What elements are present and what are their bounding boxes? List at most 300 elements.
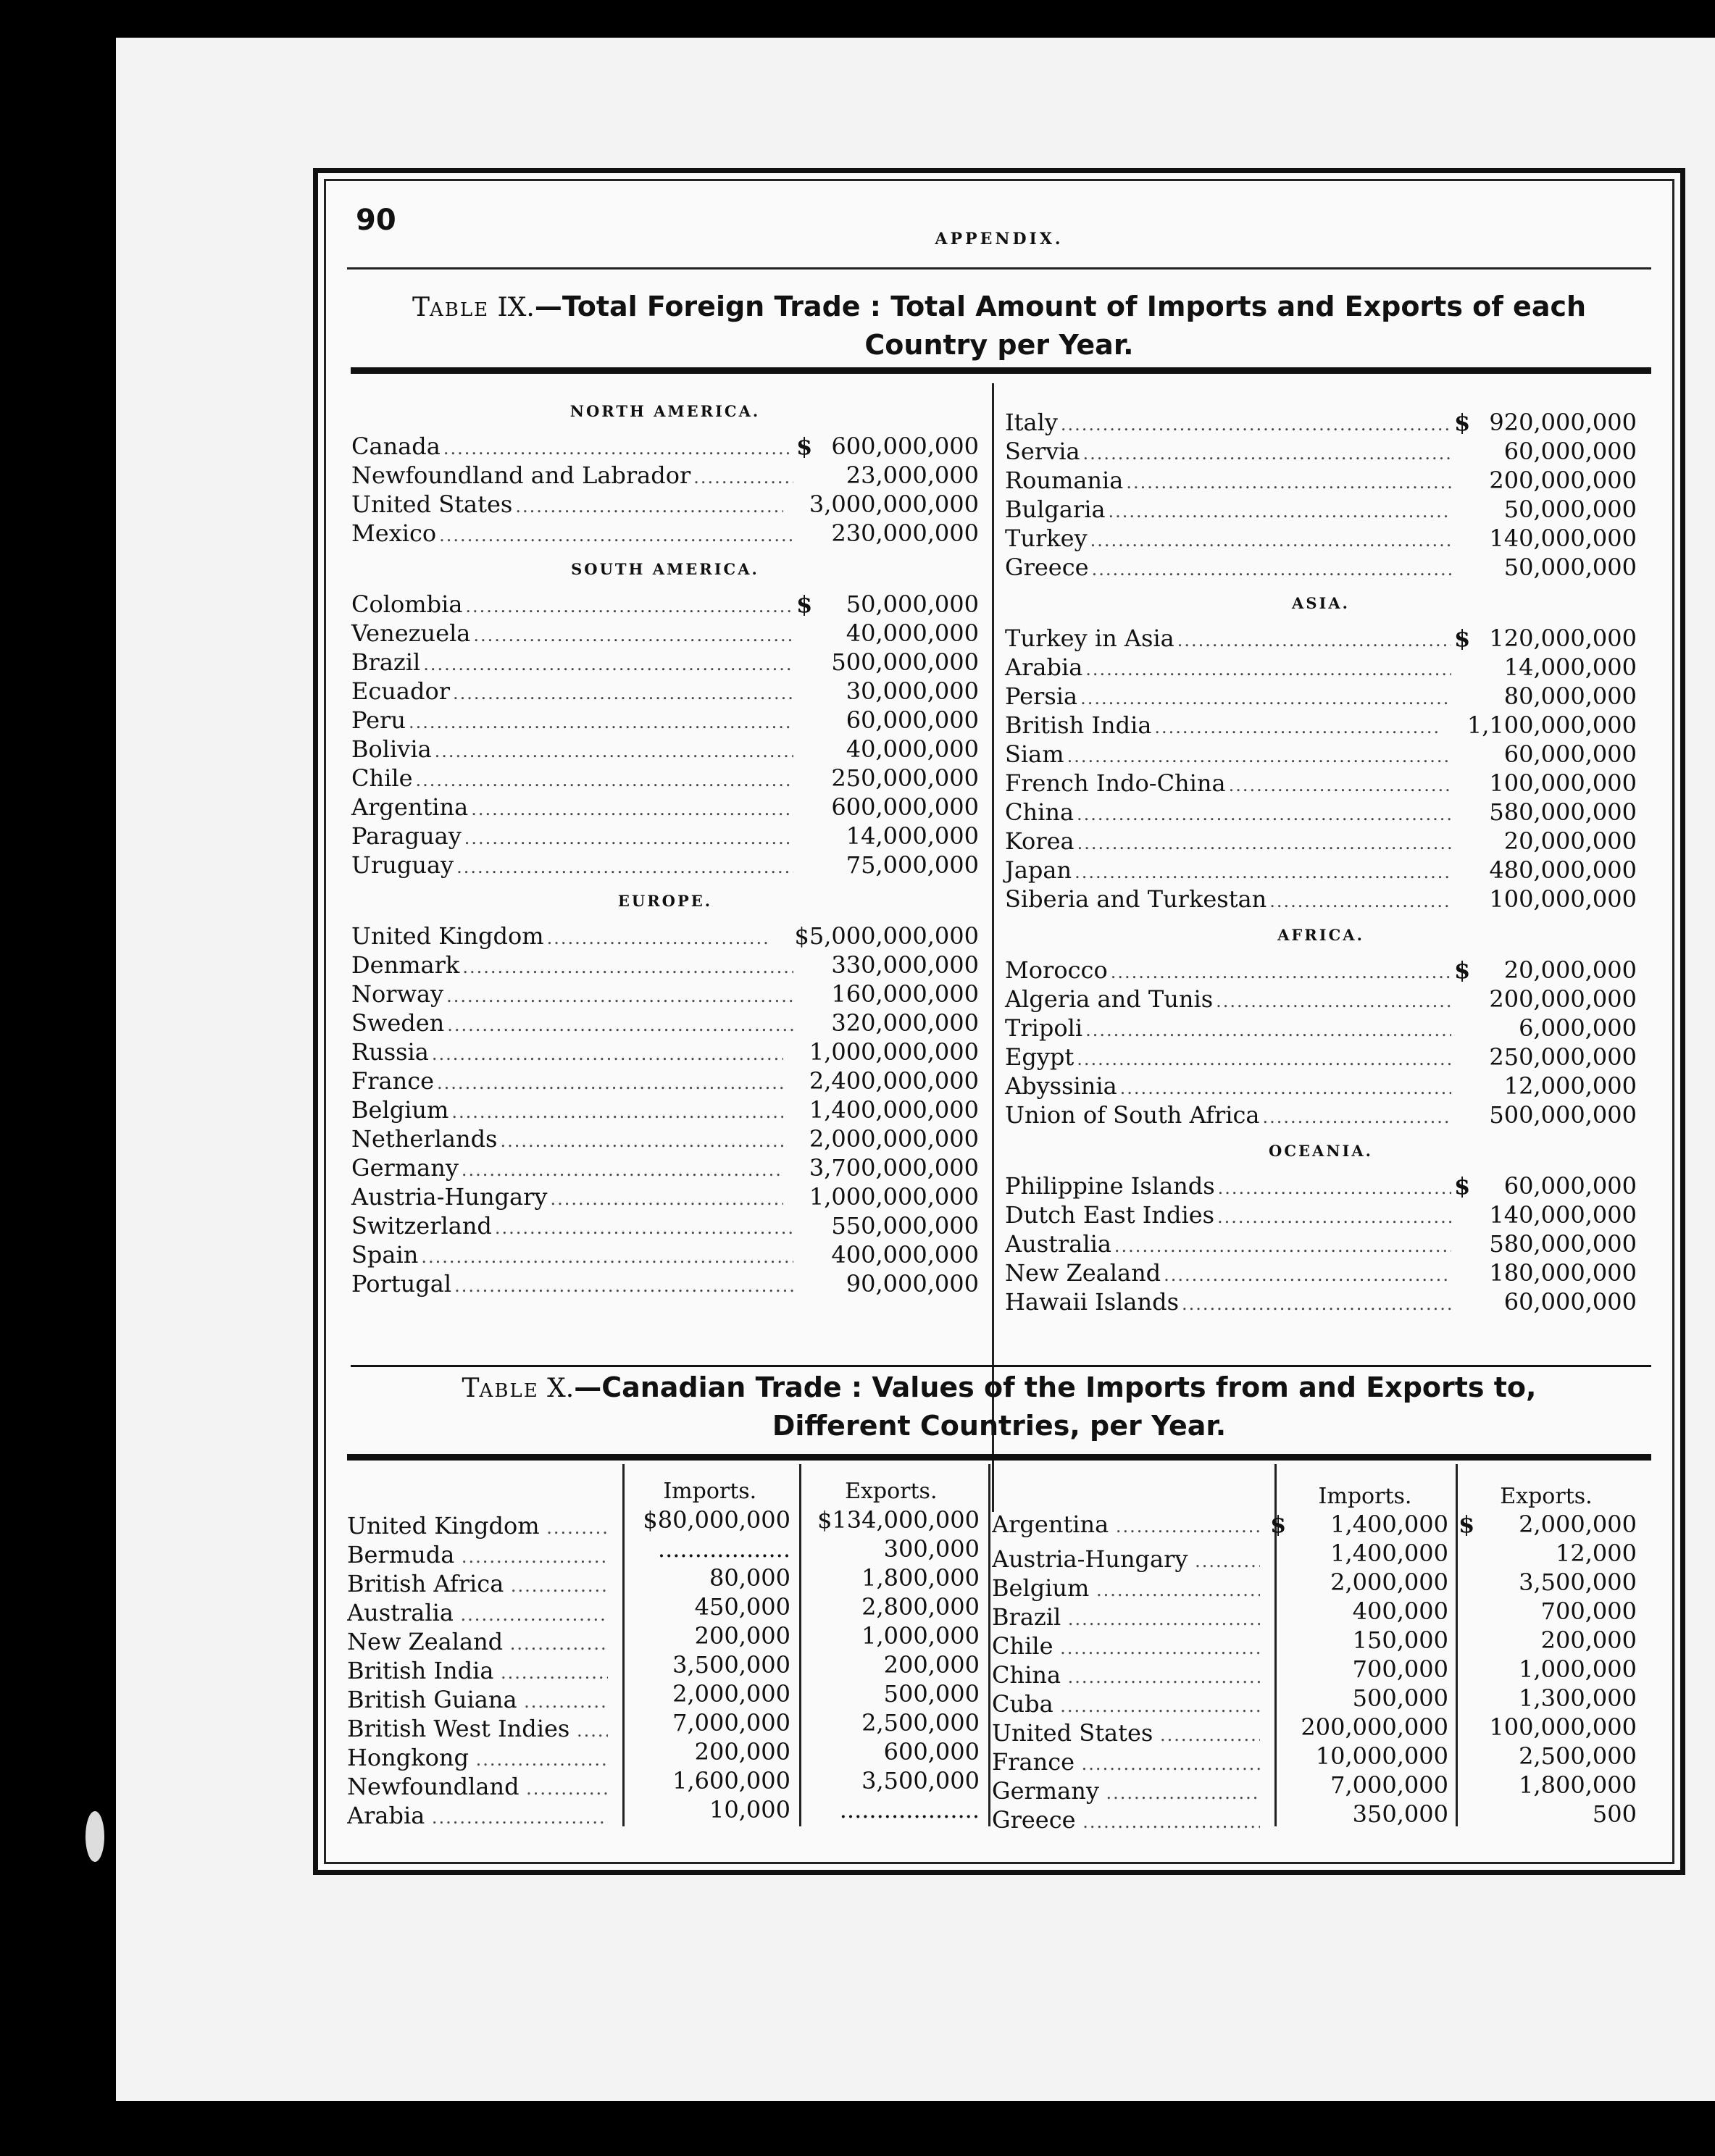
table-ix-title-line2: Country per Year.: [864, 329, 1134, 361]
leader-dots: [447, 1015, 793, 1035]
country-name: Bulgaria: [1005, 496, 1106, 523]
country-name: [347, 1715, 608, 1742]
imports-cell: [608, 1738, 790, 1766]
country-name: Uruguay: [351, 851, 454, 879]
table-row: [351, 793, 979, 822]
table-row: [351, 619, 979, 648]
exports-cell: [790, 1796, 980, 1823]
table-row: [351, 764, 979, 793]
table-row: [1005, 553, 1637, 582]
trade-value: 600,000,000: [831, 793, 979, 821]
table-x-title-line2: Different Countries, per Year.: [772, 1410, 1227, 1442]
trade-value: 120,000,000: [1489, 624, 1637, 652]
country-name: Arabia: [1005, 653, 1083, 681]
table-row: [351, 433, 979, 461]
leader-dots: [462, 1160, 783, 1180]
imports-cell: [1260, 1511, 1448, 1538]
trade-value: 500,000,000: [831, 648, 979, 676]
imports-value: 200,000: [694, 1622, 790, 1650]
table-row: [347, 1796, 985, 1829]
country-name: Belgium: [351, 1096, 449, 1124]
table-row: [351, 980, 979, 1009]
imports-value: 10,000: [709, 1796, 790, 1823]
table-row: [351, 1125, 979, 1154]
country-name: United States: [351, 490, 513, 518]
trade-value: 60,000,000: [1503, 740, 1637, 768]
country-name: [347, 1541, 608, 1568]
leader-dots: [464, 828, 793, 848]
country-name: Argentina: [351, 793, 469, 821]
trade-value: 250,000,000: [1489, 1043, 1637, 1071]
exports-header-right: Exports.: [1500, 1484, 1593, 1509]
leader-dots: [1083, 443, 1451, 464]
trade-value: 500,000,000: [1489, 1101, 1637, 1129]
exports-value: 1,000,000: [861, 1622, 980, 1650]
country-name: Dutch East Indies: [1005, 1201, 1215, 1229]
trade-value: 50,000,000: [1503, 553, 1637, 581]
table-row: [1005, 1014, 1637, 1043]
leader-dots: [1077, 804, 1451, 824]
country-name: [992, 1748, 1260, 1776]
page-border: [313, 168, 1685, 1875]
leader-dots: [1061, 414, 1451, 435]
trade-value: 180,000,000: [1489, 1259, 1637, 1287]
trade-value: 50,000,000: [1503, 496, 1637, 523]
table-row: [347, 1651, 985, 1684]
country-name: [992, 1777, 1260, 1805]
table-row: [347, 1564, 985, 1597]
table-x-left-header: [347, 1466, 985, 1504]
trade-value: 20,000,000: [1503, 956, 1637, 984]
table-row: [1005, 409, 1637, 438]
table-row: [1005, 1201, 1637, 1230]
country-name: France: [351, 1067, 435, 1095]
exports-cell: [1448, 1742, 1637, 1770]
trade-value: 30,000,000: [846, 677, 979, 705]
trade-value: 140,000,000: [1489, 525, 1637, 552]
table-x-label: TABLE X.: [462, 1374, 575, 1403]
imports-cell: [1260, 1742, 1448, 1770]
country-name: [347, 1657, 608, 1684]
table-ix-label: TABLE IX.: [412, 293, 535, 322]
table-row: [1005, 682, 1637, 711]
table-row: [1005, 956, 1637, 985]
leader-dots: [1177, 630, 1451, 651]
exports-cell: [1448, 1771, 1637, 1799]
country-name: Union of South Africa: [1005, 1101, 1260, 1129]
exports-value: ...................: [839, 1796, 980, 1823]
leader-dots: [1216, 991, 1451, 1011]
country-name-text: British West Indies: [347, 1715, 570, 1742]
country-name: Persia: [1005, 682, 1078, 710]
exports-value: 1,300,000: [1519, 1684, 1637, 1712]
table-ix-title-line1: TABLE IX.—Total Foreign Trade : Total Amount of Imports and Exports of each: [412, 291, 1587, 322]
country-name: [347, 1570, 608, 1597]
country-name: Turkey in Asia: [1005, 624, 1174, 652]
country-name: Japan: [1005, 856, 1072, 884]
country-name: Ecuador: [351, 677, 451, 705]
country-name-text: France: [992, 1748, 1075, 1776]
imports-value: 150,000: [1352, 1626, 1448, 1654]
exports-value: 200,000: [883, 1651, 980, 1679]
exports-value: 3,500,000: [861, 1767, 980, 1794]
scan-speck: [85, 1811, 104, 1862]
imports-cell: [608, 1564, 790, 1592]
currency-sign: $: [1270, 1511, 1287, 1538]
table-x-title-line1: TABLE X.—Canadian Trade : Values of the Imports from and Exports to,: [462, 1371, 1537, 1403]
country-name: Mexico: [351, 519, 437, 547]
exports-cell: [1448, 1568, 1637, 1596]
table-row: [992, 1539, 1637, 1573]
exports-cell: [790, 1593, 980, 1621]
table-row: [351, 519, 979, 548]
imports-value: 2,000,000: [1330, 1568, 1448, 1596]
table-row: [351, 1183, 979, 1212]
trade-value: 6,000,000: [1519, 1014, 1637, 1042]
page-number: 90: [356, 204, 396, 237]
table-ix-title: [347, 289, 1651, 362]
currency-sign: $: [1454, 409, 1471, 436]
imports-cell: [608, 1709, 790, 1737]
table-row: [351, 1067, 979, 1096]
exports-cell: [790, 1738, 980, 1766]
region-heading: OCEANIA.: [1269, 1142, 1373, 1160]
leader-dots: [432, 1044, 783, 1064]
imports-cell: [608, 1593, 790, 1621]
leader-dots: [1077, 1049, 1451, 1069]
trade-value: 2,000,000,000: [809, 1125, 979, 1153]
country-name: Newfoundland and Labrador: [351, 461, 691, 489]
table-x-rule: [347, 1454, 1651, 1461]
country-name: [347, 1744, 608, 1771]
leader-dots: [1126, 472, 1451, 493]
country-name: Morocco: [1005, 956, 1108, 984]
leader-dots: [462, 957, 793, 977]
trade-value: 140,000,000: [1489, 1201, 1637, 1229]
trade-value: 550,000,000: [831, 1212, 979, 1240]
country-name: [992, 1719, 1260, 1747]
table-row: [347, 1506, 985, 1539]
table-ix-rule: [351, 367, 1651, 374]
country-name: [992, 1603, 1260, 1631]
imports-cell: [1260, 1626, 1448, 1654]
currency-sign: $: [1454, 956, 1471, 984]
table-x-left-rows: [347, 1506, 985, 1829]
country-name: China: [1005, 798, 1075, 826]
leader-dots: [1154, 717, 1441, 738]
table-row: [351, 951, 979, 980]
trade-value: 230,000,000: [831, 519, 979, 547]
table-row: [1005, 711, 1637, 740]
table-row: [351, 1241, 979, 1270]
table-row: [351, 706, 979, 735]
table-row: [351, 1096, 979, 1125]
country-name: [992, 1511, 1260, 1538]
leader-dots: [409, 712, 793, 732]
table-row: [351, 677, 979, 706]
country-name: Colombia: [351, 590, 463, 618]
leader-dots: [473, 625, 793, 645]
country-name-text: Greece: [992, 1806, 1076, 1834]
trade-value: 14,000,000: [1503, 653, 1637, 681]
table-row: [1005, 769, 1637, 798]
table-row: [1005, 798, 1637, 827]
country-name: [992, 1574, 1260, 1602]
table-row: [351, 1154, 979, 1183]
country-name: Greece: [1005, 553, 1089, 581]
leader-dots: [446, 986, 793, 1006]
exports-value: 2,500,000: [1519, 1742, 1637, 1770]
trade-value: 320,000,000: [831, 1009, 979, 1037]
trade-value: 160,000,000: [831, 980, 979, 1008]
exports-cell: [1448, 1626, 1637, 1654]
exports-value: 2,500,000: [861, 1709, 980, 1737]
table-row: [351, 735, 979, 764]
imports-value: 1,600,000: [672, 1767, 790, 1794]
imports-cell: [1260, 1597, 1448, 1625]
country-name: Egypt: [1005, 1043, 1075, 1071]
country-name: British India: [1005, 711, 1152, 739]
trade-value: 60,000,000: [1503, 1288, 1637, 1316]
country-name: [347, 1686, 608, 1713]
leader-dots: [1229, 775, 1451, 795]
imports-cell: [1260, 1568, 1448, 1596]
exports-value: 1,800,000: [1519, 1771, 1637, 1799]
country-name: Denmark: [351, 951, 460, 979]
leader-dots: [1109, 501, 1451, 522]
table-row: [992, 1511, 1637, 1539]
leader-dots: [1120, 1078, 1451, 1098]
country-name: [992, 1690, 1260, 1718]
table-row: [1005, 467, 1637, 496]
leader-dots: [423, 654, 793, 674]
imports-value: 350,000: [1352, 1800, 1448, 1828]
table-row: [992, 1800, 1637, 1834]
exports-value: 300,000: [883, 1535, 980, 1563]
trade-value: 920,000,000: [1489, 409, 1637, 436]
exports-value: 600,000: [883, 1738, 980, 1766]
leader-dots: [1085, 1020, 1451, 1040]
trade-value: 200,000,000: [1489, 467, 1637, 494]
trade-value: 100,000,000: [1489, 885, 1637, 913]
leader-dots: [1080, 688, 1451, 709]
country-name: Venezuela: [351, 619, 471, 647]
trade-value: 330,000,000: [831, 951, 979, 979]
table-row: [992, 1713, 1637, 1747]
exports-value: 700,000: [1540, 1597, 1637, 1625]
trade-value: $5,000,000,000: [794, 922, 979, 950]
table-row: [351, 590, 979, 619]
country-name: Canada: [351, 433, 441, 460]
country-name: Servia: [1005, 438, 1080, 465]
trade-value: 60,000,000: [1503, 1172, 1637, 1200]
trade-value: 250,000,000: [831, 764, 979, 792]
table-row: [1005, 653, 1637, 682]
leader-dots: [439, 525, 793, 546]
imports-value: $80,000,000: [643, 1506, 790, 1534]
running-head: APPENDIX.: [935, 230, 1064, 248]
table-row: [351, 1038, 979, 1067]
trade-value: 3,700,000,000: [809, 1154, 979, 1182]
country-name: Portugal: [351, 1270, 452, 1298]
region-heading: SOUTH AMERICA.: [571, 560, 759, 578]
region-heading: EUROPE.: [617, 892, 713, 910]
imports-cell: [1260, 1713, 1448, 1741]
table-row: [1005, 985, 1637, 1014]
country-name: Korea: [1005, 827, 1075, 855]
leader-dots: [1164, 1265, 1451, 1285]
country-name: [992, 1632, 1260, 1660]
exports-cell: [1448, 1597, 1637, 1625]
imports-cell: [1260, 1800, 1448, 1828]
table-row: [1005, 624, 1637, 653]
country-name: Abyssinia: [1005, 1072, 1117, 1100]
leader-dots: [456, 857, 793, 877]
trade-value: 75,000,000: [846, 851, 979, 879]
table-row: [347, 1767, 985, 1800]
country-name: [347, 1628, 608, 1655]
country-name: Netherlands: [351, 1125, 498, 1153]
trade-value: 200,000,000: [1489, 985, 1637, 1013]
country-name: Norway: [351, 980, 444, 1008]
trade-value: 14,000,000: [846, 822, 979, 850]
country-name: New Zealand: [1005, 1259, 1161, 1287]
exports-cell: [1448, 1655, 1637, 1683]
imports-cell: [1260, 1539, 1448, 1567]
trade-value: 40,000,000: [846, 735, 979, 763]
table-row: [347, 1680, 985, 1713]
country-name: Germany: [351, 1154, 459, 1182]
table-row: [1005, 438, 1637, 467]
country-name-text: Belgium: [992, 1574, 1090, 1602]
country-name: Italy: [1005, 409, 1058, 436]
trade-value: 400,000,000: [831, 1241, 979, 1269]
table-row: [992, 1655, 1637, 1689]
currency-sign: $: [796, 433, 813, 460]
imports-cell: [1260, 1684, 1448, 1712]
country-name-text: British India: [347, 1657, 494, 1684]
table-row: [1005, 1288, 1637, 1317]
country-name: [992, 1806, 1260, 1834]
country-name-text: China: [992, 1661, 1061, 1689]
leader-dots: [454, 1276, 793, 1296]
currency-sign: $: [1454, 1172, 1471, 1200]
leader-dots: [500, 1131, 783, 1151]
leader-dots: [437, 1073, 783, 1093]
leader-dots: [453, 683, 793, 703]
country-name: Sweden: [351, 1009, 445, 1037]
country-name: Bolivia: [351, 735, 432, 763]
exports-cell: [790, 1564, 980, 1592]
country-name-text: New Zealand: [347, 1628, 504, 1655]
exports-cell: [790, 1767, 980, 1794]
country-name: Siam: [1005, 740, 1064, 768]
table-row: [1005, 525, 1637, 553]
trade-value: 60,000,000: [1503, 438, 1637, 465]
country-name-text: British Africa: [347, 1570, 504, 1597]
leader-dots: [1085, 659, 1451, 680]
table-row: [992, 1597, 1637, 1631]
table-row: [992, 1684, 1637, 1718]
table-row: [992, 1742, 1637, 1776]
trade-value: 50,000,000: [846, 590, 979, 618]
country-name-text: United States: [992, 1719, 1153, 1747]
imports-value: 200,000,000: [1301, 1713, 1448, 1741]
exports-cell: [1448, 1539, 1637, 1567]
country-name-text: United Kingdom: [347, 1512, 540, 1539]
leader-dots: [416, 770, 794, 790]
trade-value: 90,000,000: [846, 1270, 979, 1298]
imports-value: 500,000: [1352, 1684, 1448, 1712]
trade-value: 580,000,000: [1489, 798, 1637, 826]
exports-cell: [790, 1680, 980, 1708]
table-row: [992, 1626, 1637, 1660]
country-name: Paraguay: [351, 822, 462, 850]
table-ix-left-column: [351, 390, 979, 1299]
table-row: [351, 822, 979, 851]
leader-dots: [550, 1189, 783, 1209]
imports-value: 700,000: [1352, 1655, 1448, 1683]
trade-value: 40,000,000: [846, 619, 979, 647]
exports-value: 1,800,000: [861, 1564, 980, 1592]
table-row: [347, 1593, 985, 1626]
leader-dots: [421, 1247, 793, 1267]
imports-value: ..................: [657, 1535, 790, 1563]
exports-value: 1,000,000: [1519, 1655, 1637, 1683]
leader-dots: [1182, 1294, 1451, 1314]
currency-sign: $: [796, 590, 813, 618]
table-row: [992, 1771, 1637, 1805]
trade-value: 20,000,000: [1503, 827, 1637, 855]
exports-cell: [790, 1535, 980, 1563]
exports-value: 3,500,000: [1519, 1568, 1637, 1596]
table-row: [1005, 496, 1637, 525]
table-x-divider-3: [988, 1464, 990, 1826]
currency-sign: $: [1454, 624, 1471, 652]
country-name-text: Chile: [992, 1632, 1053, 1660]
table-row: [1005, 1101, 1637, 1130]
exports-cell: [790, 1651, 980, 1679]
country-name: Siberia and Turkestan: [1005, 885, 1267, 913]
imports-value: 200,000: [694, 1738, 790, 1766]
leader-dots: [471, 799, 793, 819]
imports-cell: [608, 1796, 790, 1823]
country-name-text: Germany: [992, 1777, 1099, 1805]
country-name-text: Newfoundland: [347, 1773, 519, 1800]
country-name: [347, 1773, 608, 1800]
table-row: [1005, 827, 1637, 856]
country-name: [347, 1512, 608, 1539]
exports-header-left: Exports.: [845, 1479, 938, 1504]
imports-value: 400,000: [1352, 1597, 1448, 1625]
imports-cell: [1260, 1771, 1448, 1799]
imports-value: 3,500,000: [672, 1651, 790, 1679]
exports-cell: [1448, 1800, 1637, 1828]
leader-dots: [515, 496, 783, 517]
imports-value: 7,000,000: [672, 1709, 790, 1737]
table-row: [351, 461, 979, 490]
trade-value: 100,000,000: [1489, 769, 1637, 797]
table-row: [347, 1738, 985, 1771]
country-name: Turkey: [1005, 525, 1088, 552]
exports-cell: [1448, 1713, 1637, 1741]
country-name: Roumania: [1005, 467, 1124, 494]
region-heading: AFRICA.: [1277, 926, 1364, 944]
trade-value: 23,000,000: [846, 461, 979, 489]
trade-value: 60,000,000: [846, 706, 979, 734]
country-name: Brazil: [351, 648, 421, 676]
country-name: United Kingdom: [351, 922, 544, 950]
